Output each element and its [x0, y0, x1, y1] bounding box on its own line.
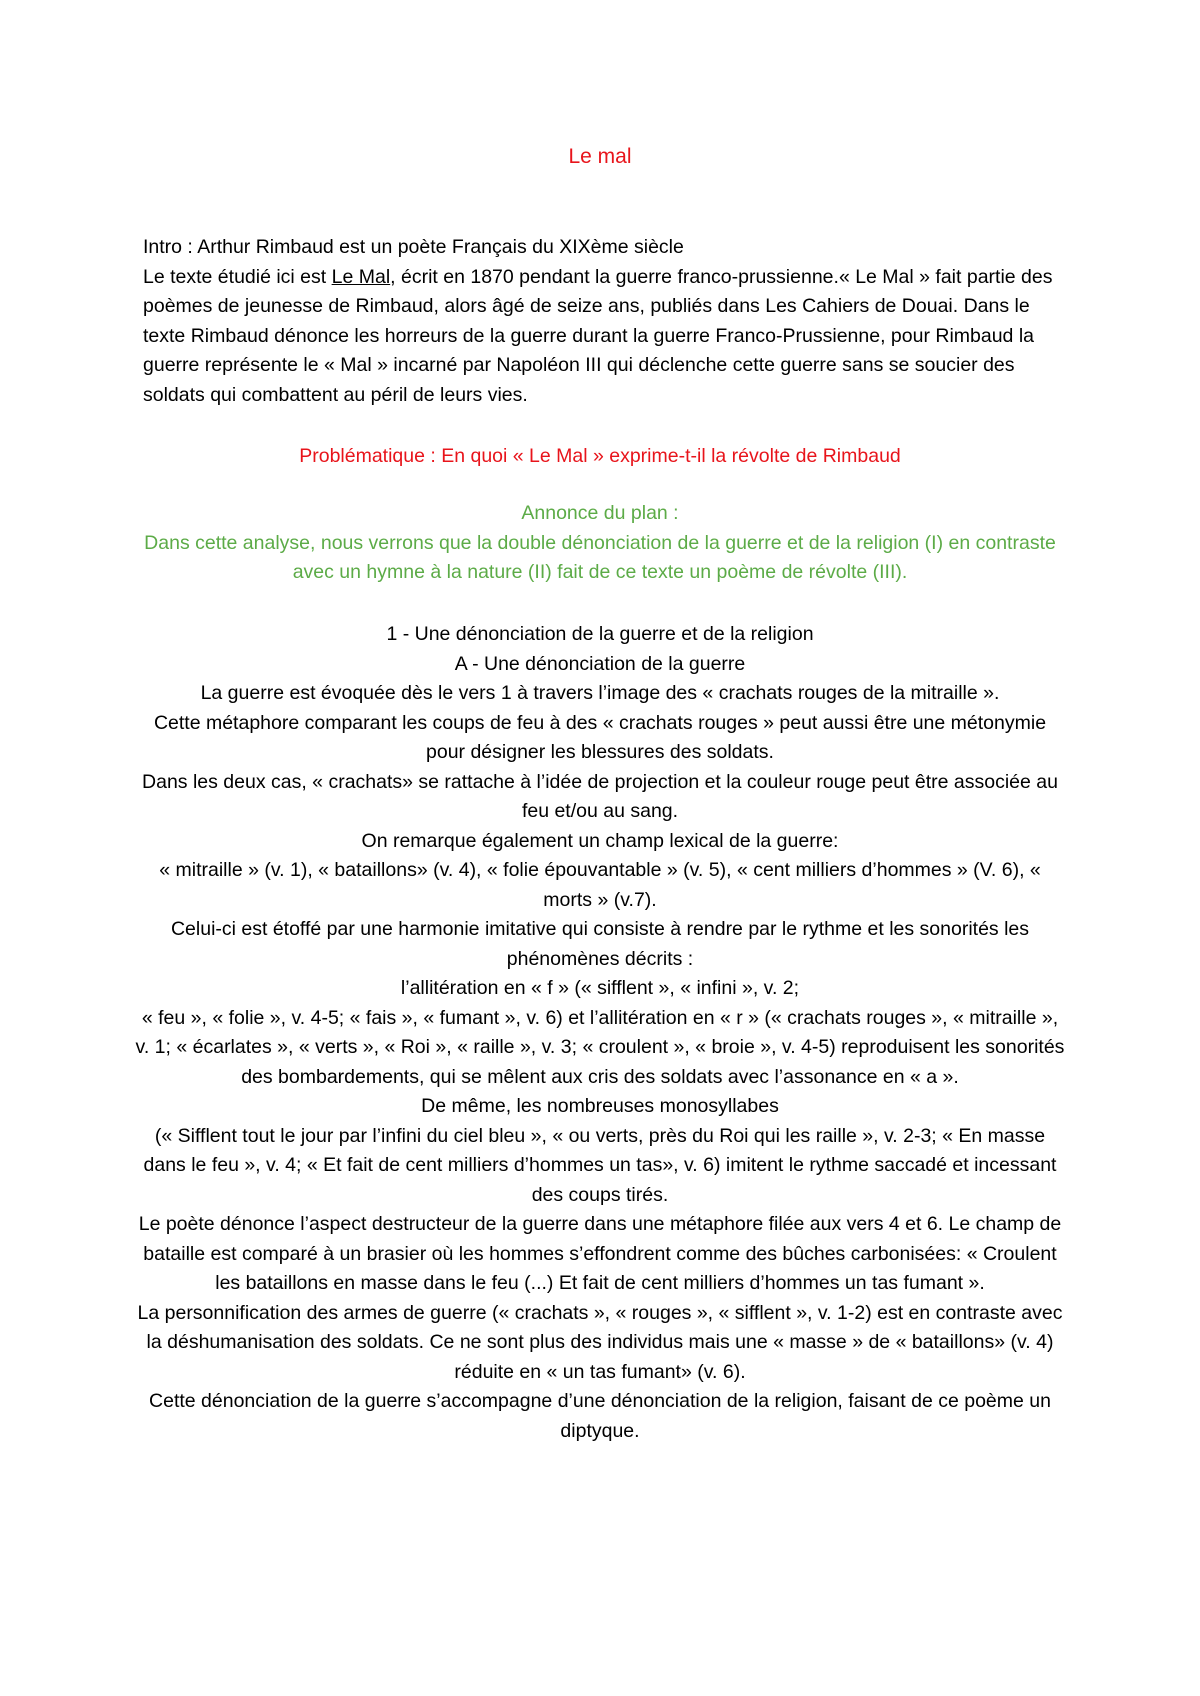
body-paragraph: (« Sifflent tout le jour par l’infini du ciel bleu », « ou verts, près du Roi qui les raille », v. 2-3; « En masse dans le feu », v. 4; « Et fait de cent milliers d’hommes un tas», v. 6) imitent le rythme saccadé et incessant des coups tirés.: [143, 1124, 1057, 1206]
plan-heading: Annonce du plan :: [521, 502, 679, 524]
body-paragraph: On remarque également un champ lexical de la guerre:: [361, 829, 839, 852]
poem-title-underlined: Le Mal: [331, 265, 391, 288]
body-paragraph: Le poète dénonce l’aspect destructeur de la guerre dans une métaphore filée aux vers 4 et 6. Le champ de bataille est comparé à un brasier où les hommes s’effondrent comme des bûches carbonisées: « Croulent les bataillons en masse dans le feu (...) Et fait de cent milliers d’hommes un tas fumant ».: [138, 1213, 1062, 1294]
part1-subheading: A - Une dénonciation de la guerre: [454, 652, 746, 675]
intro-first-line: Intro : Arthur Rimbaud est un poète Français du XIXème siècle: [143, 236, 684, 258]
plan-section: [130, 499, 1070, 588]
body-paragraph: Cette métaphore comparant les coups de feu à des « crachats rouges » peut aussi être une métonymie pour désigner les blessures des soldats.: [153, 711, 1047, 763]
body-paragraph: Cette dénonciation de la guerre s’accompagne d’une dénonciation de la religion, faisant de ce poème un diptyque.: [149, 1390, 1051, 1442]
body-paragraph: La personnification des armes de guerre (« crachats », « rouges », « sifflent », v. 1-2) est en contraste avec la déshumanisation des soldats. Ce ne sont plus des individus mais une « masse » de « bataillons» (v. 4) réduite en « un tas fumant» (v. 6).: [137, 1301, 1063, 1383]
part1-heading: 1 - Une dénonciation de la guerre et de la religion: [386, 623, 814, 645]
document-title: Le mal: [568, 145, 632, 168]
intro-text-after: , écrit en 1870 pendant la guerre franco-prussienne.« Le Mal » fait partie des poèmes de jeunesse de Rimbaud, alors âgé de seize ans, publiés dans Les Cahiers de Douai. Dans le texte Rimbaud dénonce les horreurs de la guerre durant la guerre Franco-Prussienne, pour Rimbaud la guerre représente le « Mal » incarné par Napoléon III qui déclenche cette guerre sans se soucier des soldats qui combattent au péril de leurs vies.: [143, 265, 1053, 406]
body-paragraph: Celui-ci est étoffé par une harmonie imitative qui consiste à rendre par le rythme et les sonorités les phénomènes décrits :: [170, 918, 1030, 970]
body-paragraph: Dans les deux cas, « crachats» se rattache à l’idée de projection et la couleur rouge peut être associée au feu et/ou au sang.: [142, 770, 1058, 822]
body-paragraph: De même, les nombreuses monosyllabes: [421, 1095, 779, 1117]
intro-section: [143, 233, 1063, 411]
intro-text-before: Le texte étudié ici est: [143, 265, 332, 288]
problematique: Problématique : En quoi « Le Mal » exprime-t-il la révolte de Rimbaud: [299, 445, 901, 467]
body-paragraph: « feu », « folie », v. 4-5; « fais », « fumant », v. 6) et l’allitération en « r » (« crachats rouges », « mitraille », v. 1; « écarlates », « verts », « Roi », « raille », v. 3; « croulent », « broie », v. 4-5) reproduisent les sonorités des bombardements, qui se mêlent aux cris des soldats avec l’assonance en « a ».: [135, 1006, 1065, 1088]
body-paragraph: l’allitération en « f » (« sifflent », « infini », v. 2;: [400, 977, 800, 999]
body-paragraph: « mitraille » (v. 1), « bataillons» (v. 4), « folie épouvantable » (v. 5), « cent milliers d’hommes » (V. 6), « morts » (v.7).: [159, 859, 1041, 911]
intro-paragraph: [143, 263, 1063, 411]
plan-text: Dans cette analyse, nous verrons que la double dénonciation de la guerre et de la religion (I) en contraste avec un hymne à la nature (II) fait de ce texte un poème de révolte (III).: [144, 531, 1056, 584]
body-paragraph: La guerre est évoquée dès le vers 1 à travers l’image des « crachats rouges de la mitraille ».: [200, 682, 1000, 704]
part1-section: [135, 620, 1065, 1446]
